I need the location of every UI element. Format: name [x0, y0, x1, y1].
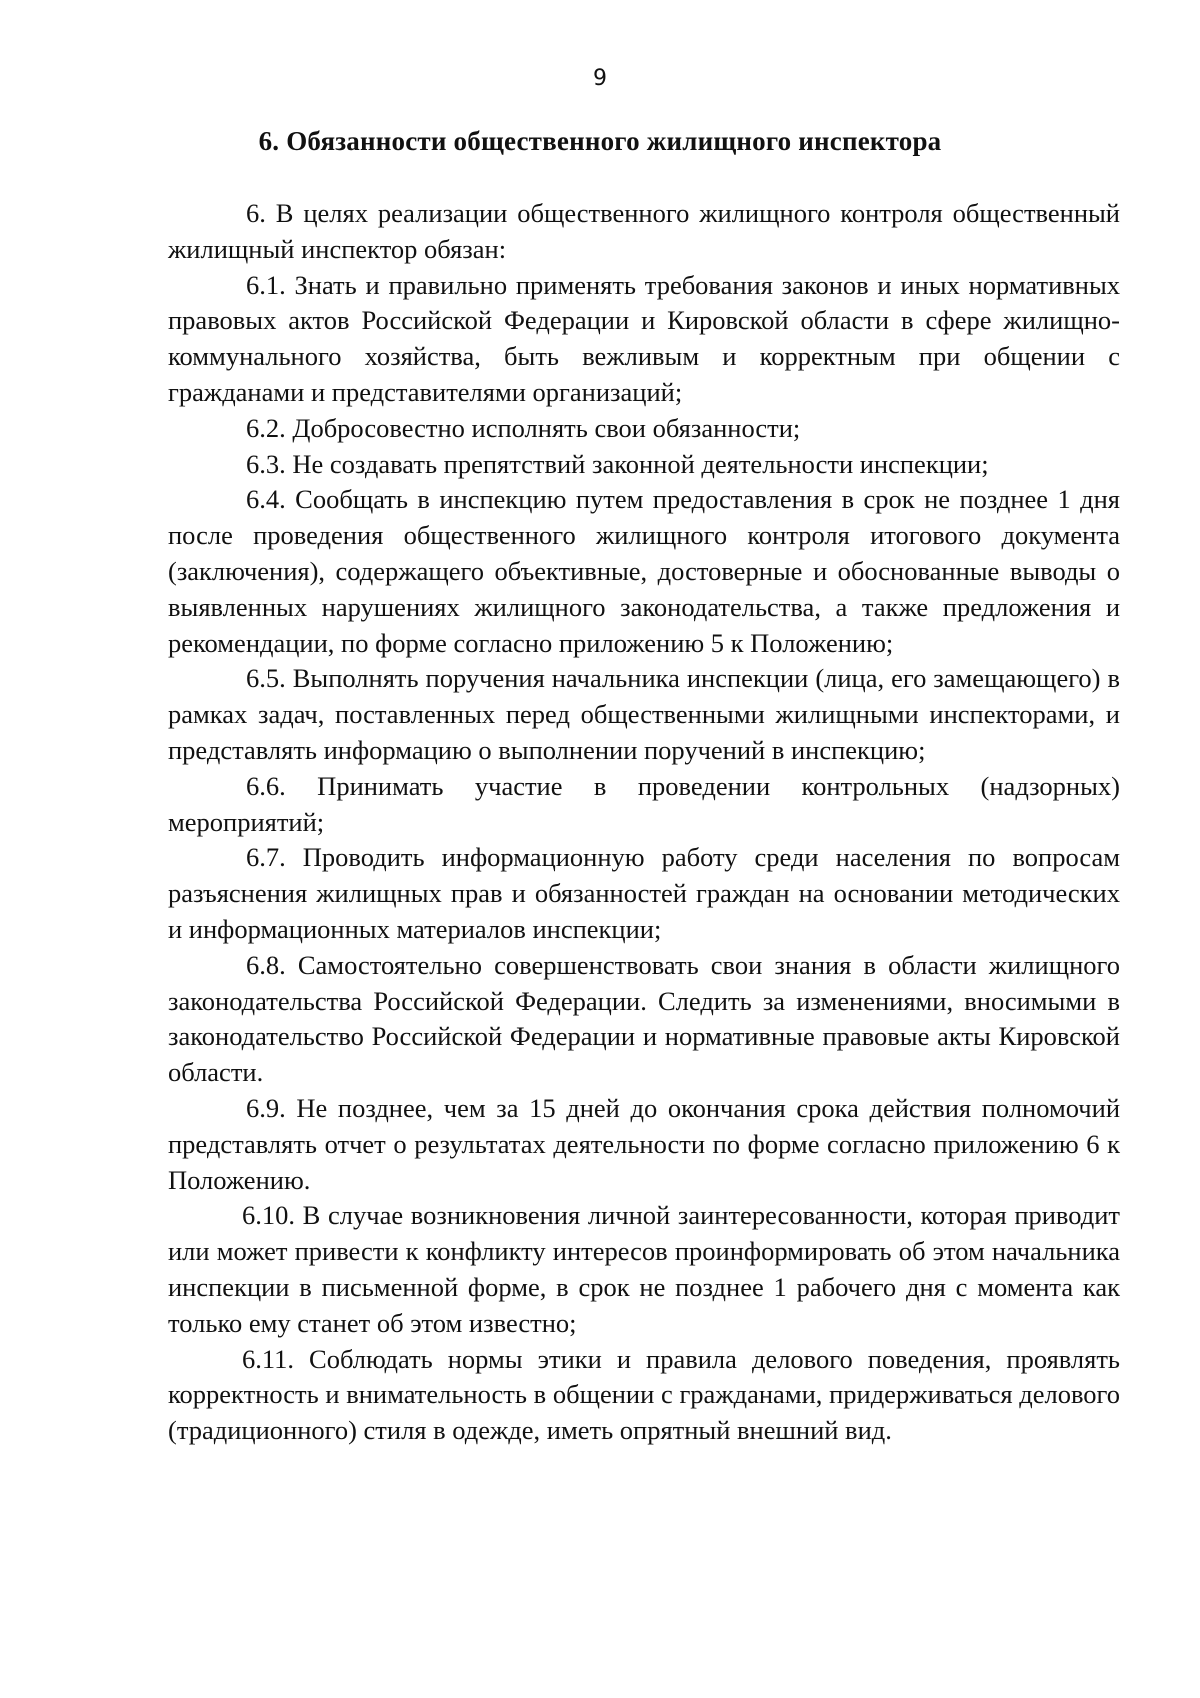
page-number: 9: [593, 66, 607, 91]
paragraph-6-7: 6.7. Проводить информационную работу среди населения по вопросам разъяснения жилищных прав и обязанностей граждан на основании методических и информационных материалов инспекции;: [168, 842, 1120, 944]
paragraph-6-2: 6.2. Добросовестно исполнять свои обязанности;: [246, 412, 801, 443]
paragraph-6-8: 6.8. Самостоятельно совершенствовать свои знания в области жилищного законодательства Российской Федерации. Следить за изменениями, вносимыми в законодательство Российской Федерации и нормативные правовые акты Кировской области.: [168, 949, 1120, 1088]
section-heading: 6. Обязанности общественного жилищного инспектора: [258, 126, 942, 156]
paragraph-6-4: 6.4. Сообщать в инспекцию путем предоставления в срок не позднее 1 дня после проведения общественного жилищного контроля итогового документа (заключения), содержащего объективные, достоверные и обоснованные выводы о выявленных нарушениях жилищного законодательства, а также предложения и рекомендации, по форме согласно приложению 5 к Положению;: [168, 484, 1120, 658]
paragraph-6-11: 6.11. Соблюдать нормы этики и правила делового поведения, проявлять корректность и внимательность в общении с гражданами, придерживаться делового (традиционного) стиля в одежде, иметь опрятный внешний вид.: [168, 1343, 1120, 1446]
paragraph-6-3: 6.3. Не создавать препятствий законной деятельности инспекции;: [246, 448, 989, 479]
paragraph-6-9: 6.9. Не позднее, чем за 15 дней до окончания срока действия полномочий представлять отчет о результатах деятельности по форме согласно приложению 6 к Положению.: [168, 1092, 1120, 1195]
paragraph-6-6: 6.6. Принимать участие в проведении контрольных (надзорных) мероприятий;: [168, 770, 1120, 837]
section-body: [168, 196, 1120, 1449]
paragraph-6-10: 6.10. В случае возникновения личной заинтересованности, которая приводит или может привести к конфликту интересов проинформировать об этом начальника инспекции в письменной форме, в срок не позднее 1 рабочего дня с момента как только ему станет об этом известно;: [168, 1200, 1120, 1338]
paragraph-6: 6. В целях реализации общественного жилищного контроля общественный жилищный инспектор обязан:: [168, 198, 1120, 264]
paragraph-6-1: 6.1. Знать и правильно применять требования законов и иных нормативных правовых актов Российской Федерации и Кировской области в сфере жилищно-коммунального хозяйства, быть вежливым и корректным при общении с гражданами и представителями организаций;: [168, 269, 1120, 407]
paragraph-6-5: 6.5. Выполнять поручения начальника инспекции (лица, его замещающего) в рамках задач, поставленных перед общественными жилищными инспекторами, и представлять информацию о выполнении поручений в инспекцию;: [168, 663, 1120, 765]
